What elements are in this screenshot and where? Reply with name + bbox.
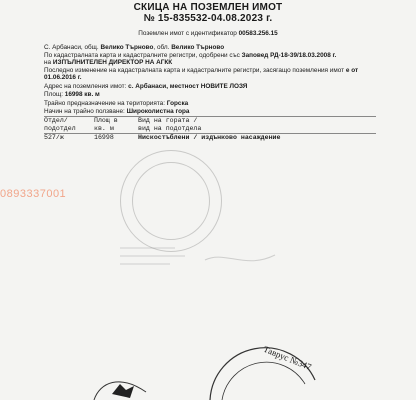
identifier-label: Поземлен имот с идентификатор [138, 30, 237, 37]
usage-label: Начин на трайно ползване: [44, 108, 125, 115]
table-header-1-col-2: Площ в [94, 117, 118, 124]
emblem-icon [90, 372, 150, 400]
faint-signature-marks [115, 240, 315, 285]
identifier-value: 00583.256.15 [238, 30, 278, 37]
approval-by-label: на [44, 59, 52, 66]
usage-line [44, 108, 189, 115]
table-header-1-col-1: Отдел/ [44, 117, 68, 124]
location-line [44, 44, 224, 51]
purpose-value: Горска [166, 100, 189, 107]
last-change-date-line [44, 74, 82, 81]
purpose-label: Трайно предназначение на територията: [44, 100, 166, 107]
usage-value: Широколистна гора [126, 108, 190, 115]
purpose-line [44, 100, 188, 107]
area-line [44, 91, 100, 98]
approval-by: ИЗПЪЛНИТЕЛЕН ДИРЕКТОР НА АГКК [52, 59, 173, 66]
address-value: с. Арбанаси, местност НОВИТЕ ЛОЗЯ [128, 83, 248, 90]
document-number: № 15-835532-04.08.2023 г. [143, 13, 273, 24]
last-change-line [44, 67, 358, 74]
table-cell-section: 527/ж [44, 134, 64, 141]
table-cell-forest-type: Нискостъблени / издънково насаждение [138, 134, 281, 141]
approval-text: По кадастралната карта и кадастралните регистри, одобрени със [44, 52, 240, 59]
approval-order: Заповед РД-18-39/18.03.2008 г. [241, 52, 337, 59]
table-header-2-col-3: вид на подотдела [138, 125, 202, 132]
table-cell-area: 16998 [94, 134, 114, 141]
document-title: СКИЦА НА ПОЗЕМЛЕН ИМОТ [133, 2, 283, 13]
region: Велико Търново [171, 44, 225, 51]
table-header-2-col-1: подотдел [44, 125, 76, 132]
municipality: Велико Търново [100, 44, 154, 51]
area-value: 16998 кв. м [64, 91, 100, 98]
last-change-suffix: е от [345, 67, 359, 74]
region-label: , обл. [153, 44, 170, 51]
last-change-date: 01.06.2016 г. [44, 74, 82, 81]
last-change-text: Последно изменение на кадастралната карта и кадастралните регистри, засягащо поземления имот [44, 67, 345, 74]
official-seal [200, 340, 320, 400]
address-label: Адрес на поземления имот: [44, 83, 127, 90]
village-text: С. Арбанаси, общ. [44, 44, 99, 51]
area-label: Площ: [44, 91, 63, 98]
faint-stamp-inner-circle [132, 162, 210, 240]
approval-line [44, 52, 336, 59]
watermark-phone: 0893337001 [0, 188, 67, 200]
approval-by-line [44, 59, 172, 66]
table-header-1-col-3: Вид на гората / [138, 117, 198, 124]
address-line [44, 83, 247, 90]
table-header-2-col-2: кв. м [94, 125, 114, 132]
seal-text: Таврус №347 [261, 343, 313, 373]
identifier-line [0, 30, 416, 37]
